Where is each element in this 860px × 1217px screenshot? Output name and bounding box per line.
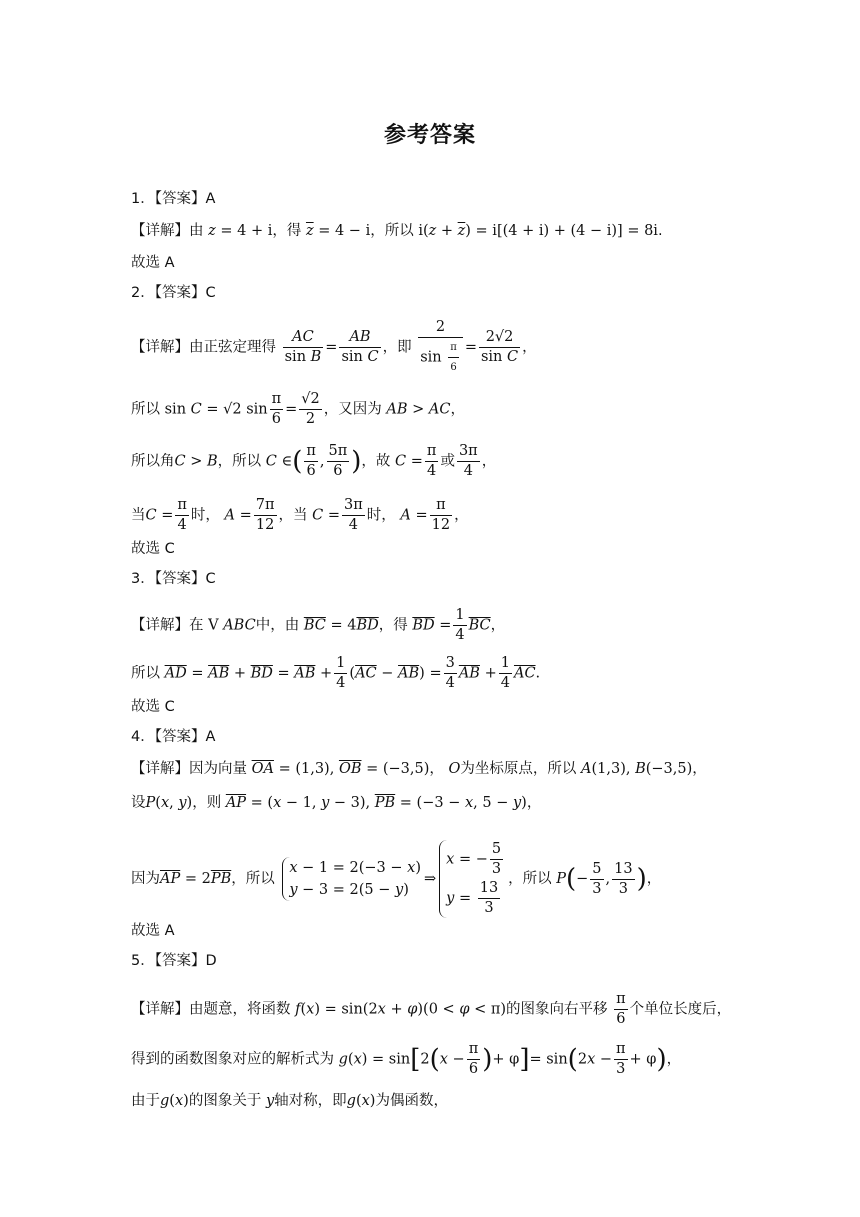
q5-detail-line3: 由于g(x)的图象关于 y轴对称，即g(x)为偶函数，: [131, 1093, 448, 1109]
q4-conclusion: 故选 A: [131, 923, 175, 939]
q1-conclusion: 故选 A: [131, 255, 175, 271]
q2-answer-heading: 2．【答案】C: [131, 285, 216, 301]
q5-detail-line1: 【详解】由题意，将函数 f(x) = sin(2x + φ)(0 < φ < π)的图象向右平移 $\frac{\pi}{6}$ 个单位长度后，: [131, 991, 732, 1027]
q4-detail-line1: 【详解】因为向量 $\overline{OA} = (1,3)$, $\overline{OB} = (-3,5)$， O为坐标原点，所以 A(1,3), B(−3,5)，: [131, 761, 707, 777]
q1-detail: 【详解】由 z = 4 + i，得 $\overline{z} = 4 - i$，所以 $i(z + \overline{z}) = i[(4 + i) + (4 - i)] = 8i$.: [131, 223, 663, 239]
q4-answer-heading: 4．【答案】A: [131, 729, 216, 745]
q3-detail-line2: 所以 $\overline{AD} = \overline{AB} + \overline{BD} = \overline{AB}$ + $\frac{1}{4}$ $(\overline{AC} - \overline{AB})$ = $\frac{3}{4}$ $\overline{AB}$ + $\frac{1}{4}$ $\overline{AC}$.: [131, 655, 541, 691]
q5-detail-line2: 得到的函数图象对应的解析式为 g(x) = sin[2(x − $\frac{\pi}{6}$ )+ φ]= sin(2x − $\frac{\pi}{3}$ + φ)，: [131, 1041, 682, 1077]
q2-detail-line1: 【详解】由正弦定理得 $\frac{AC}{\text{sin B}}$ = $\frac{AB}{\text{sin C}}$ ，即 2 sin $\frac{\pi}{6}$ = $\frac{2√2}{\text{sin C}}$ ，: [131, 319, 537, 373]
q1-answer-heading: 1．【答案】A: [131, 191, 216, 207]
q2-detail-line3: 所以角C > B，所以 C ∈( $\frac{\pi}{6}$ , $\frac{5\pi}{6}$ )，故 C = $\frac{\pi}{4}$ 或 $\frac{3\pi}{4}$ ，: [131, 443, 497, 479]
q4-detail-line2: 设P(x, y)，则 $\overline{AP} = (x - 1$, y − 3), $\overline{PB} = (-3 - x$, 5 − y)，: [131, 795, 542, 811]
q3-detail-line1: 【详解】在 V ABC中，由 $\overline{BC} = 4\overline{BD}$，得 $\overline{BD}$ = $\frac{1}{4}$ $\overline{BC}$，: [131, 607, 506, 643]
q3-conclusion: 故选 C: [131, 699, 175, 715]
q2-detail-line2: 所以 sin C = √2 sin $\frac{\pi}{6}$ = $\frac{√2}{2}$ ，又因为 AB > AC，: [131, 391, 465, 427]
page-title: 参考答案: [383, 123, 476, 148]
detail-label: 【详解】: [131, 223, 189, 239]
q3-answer-heading: 3．【答案】C: [131, 571, 216, 587]
q2-conclusion: 故选 C: [131, 541, 175, 557]
q4-detail-line3: 因为$\overline{AP} = 2\overline{PB}$，所以 x − 1 = 2(−3 − x) y − 3 = 2(5 − y) ⇒ x = − $\frac{5}{3}$ y = $\frac{13}{3}$ ，所以 P(− $\frac{5}{3}$ , $\frac{13}{3}$ )，: [131, 841, 662, 916]
q5-answer-heading: 5．【答案】D: [131, 953, 217, 969]
q2-detail-line4: 当C = $\frac{\pi}{4}$ 时， A = $\frac{7\pi}{12}$ ，当 C = $\frac{3\pi}{4}$ 时， A = $\frac{\pi}{12}$ ，: [131, 497, 469, 533]
